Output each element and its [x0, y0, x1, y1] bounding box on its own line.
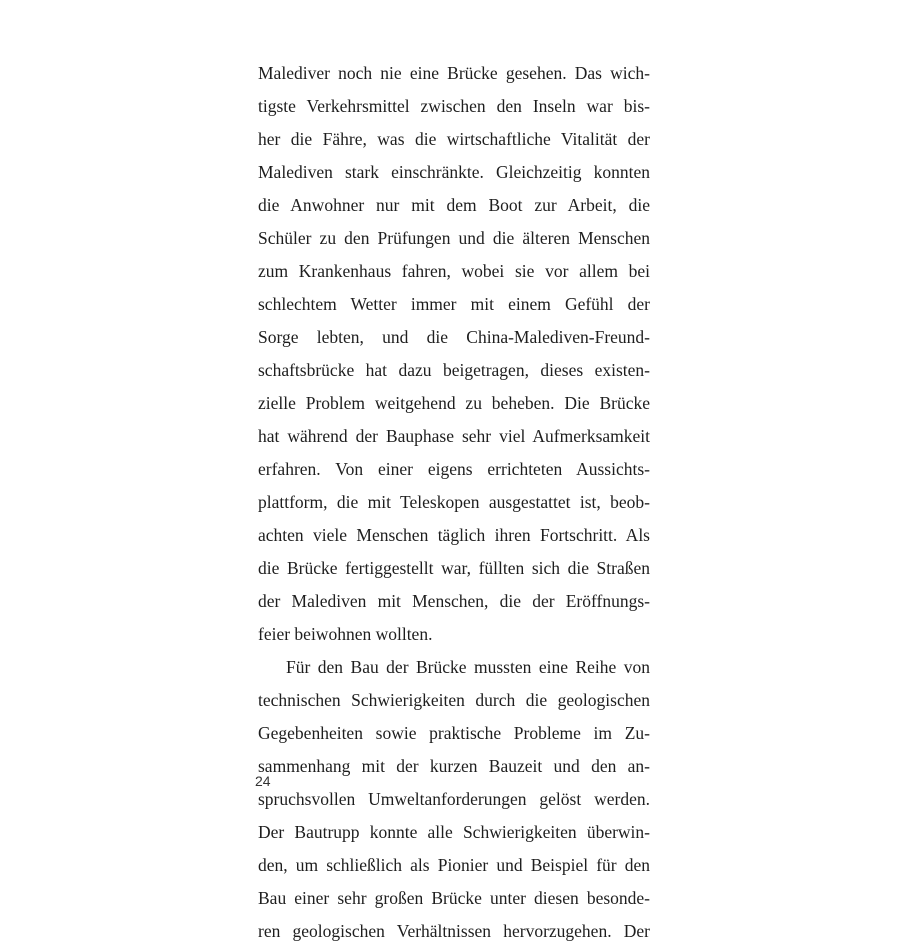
text-line: technischen Schwierigkeiten durch die geologischen	[258, 690, 650, 710]
text-line: Schüler zu den Prüfungen und die älteren Menschen	[258, 228, 650, 248]
text-line: plattform, die mit Teleskopen ausgestattet ist, beob-	[258, 492, 650, 512]
text-line: der Malediven mit Menschen, die der Eröffnungs-	[258, 591, 650, 611]
text-line: feier beiwohnen wollten.	[258, 624, 433, 644]
text-line: achten viele Menschen täglich ihren Fortschritt. Als	[258, 525, 650, 545]
text-line: die Brücke fertiggestellt war, füllten sich die Straßen	[258, 558, 650, 578]
text-line: Bau einer sehr großen Brücke unter diesen besonde-	[258, 888, 650, 908]
body-text	[258, 57, 650, 948]
text-line: sammenhang mit der kurzen Bauzeit und den an-	[258, 756, 650, 776]
text-line: Malediven stark einschränkte. Gleichzeitig konnten	[258, 162, 650, 182]
text-line: zielle Problem weitgehend zu beheben. Die Brücke	[258, 393, 650, 413]
paragraph-1	[258, 57, 650, 651]
text-line: zum Krankenhaus fahren, wobei sie vor allem bei	[258, 261, 650, 281]
text-line: her die Fähre, was die wirtschaftliche Vitalität der	[258, 129, 650, 149]
page-number: 24	[255, 773, 271, 789]
text-line: erfahren. Von einer eigens errichteten Aussichts-	[258, 459, 650, 479]
text-line: Gegebenheiten sowie praktische Probleme im Zu-	[258, 723, 650, 743]
text-line: Sorge lebten, und die China-Malediven-Freund-	[258, 327, 650, 347]
text-line: Malediver noch nie eine Brücke gesehen. Das wich-	[258, 63, 650, 83]
text-line: schaftsbrücke hat dazu beigetragen, dieses existen-	[258, 360, 650, 380]
text-line: schlechtem Wetter immer mit einem Gefühl der	[258, 294, 650, 314]
text-line: hat während der Bauphase sehr viel Aufmerksamkeit	[258, 426, 650, 446]
text-line: Der Bautrupp konnte alle Schwierigkeiten überwin-	[258, 822, 650, 842]
text-line: den, um schließlich als Pionier und Beispiel für den	[258, 855, 650, 875]
paragraph-2	[258, 651, 650, 948]
text-line: Für den Bau der Brücke mussten eine Reihe von	[286, 657, 650, 677]
text-line: ren geologischen Verhältnissen hervorzugehen. Der	[258, 921, 650, 941]
text-line: die Anwohner nur mit dem Boot zur Arbeit, die	[258, 195, 650, 215]
text-line: spruchsvollen Umweltanforderungen gelöst werden.	[258, 789, 650, 809]
text-line: tigste Verkehrsmittel zwischen den Inseln war bis-	[258, 96, 650, 116]
